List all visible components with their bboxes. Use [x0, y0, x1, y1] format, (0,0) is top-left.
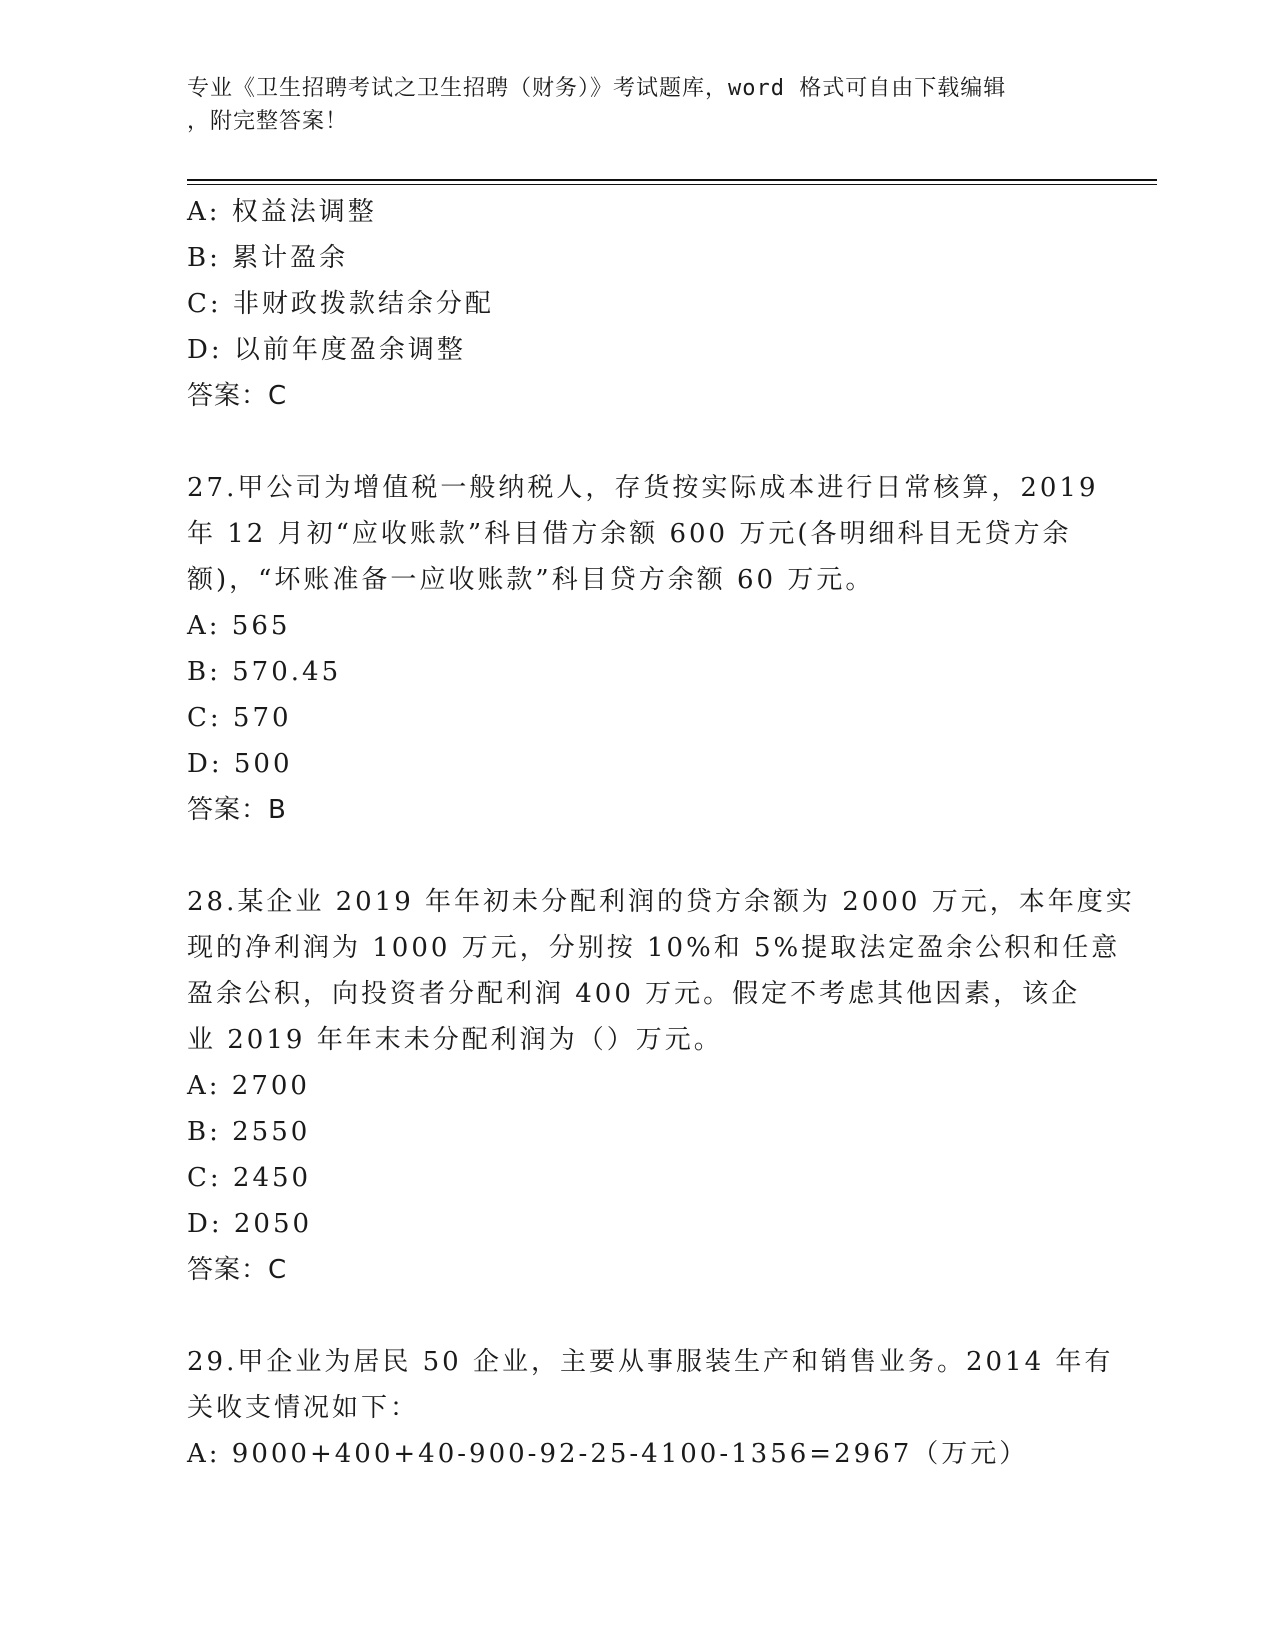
question-28-block — [187, 879, 1135, 1293]
option-a: A: 2700 — [187, 1071, 310, 1101]
question-stem-line: 业 2019 年年末未分配利润为（）万元。 — [187, 1025, 723, 1055]
option-c: C: 570 — [187, 703, 292, 733]
option-b: B: 570.45 — [187, 657, 342, 687]
answer-line: 答案：C — [187, 381, 288, 411]
spacer — [187, 833, 1087, 879]
question-26-block — [187, 189, 1087, 419]
option-d: D: 以前年度盈余调整 — [187, 335, 466, 365]
header-line-2: ，附完整答案！ — [187, 109, 349, 134]
option-a: A: 权益法调整 — [187, 197, 377, 227]
question-content — [187, 189, 1135, 1477]
option-c: C: 非财政拨款结余分配 — [187, 289, 494, 319]
question-stem-line: 现的净利润为 1000 万元，分别按 10%和 5%提取法定盈余公积和任意 — [187, 933, 1121, 963]
document-header — [187, 72, 1087, 138]
question-stem-line: 盈余公积，向投资者分配利润 400 万元。假定不考虑其他因素，该企 — [187, 979, 1081, 1009]
option-b: B: 累计盈余 — [187, 243, 349, 273]
answer-line: 答案：B — [187, 795, 287, 825]
option-a: A: 9000+400+40-900-92-25-4100-1356=2967（万元） — [187, 1439, 1029, 1469]
spacer — [187, 419, 1087, 465]
question-29-block — [187, 1339, 1114, 1477]
option-d: D: 500 — [187, 749, 293, 779]
option-d: D: 2050 — [187, 1209, 313, 1239]
question-stem-line: 额)，“坏账准备一应收账款”科目贷方余额 60 万元。 — [187, 565, 875, 595]
option-b: B: 2550 — [187, 1117, 311, 1147]
question-stem-line: 年 12 月初“应收账款”科目借方余额 600 万元(各明细科目无贷方余 — [187, 519, 1072, 549]
question-stem-line: 28.某企业 2019 年年初未分配利润的贷方余额为 2000 万元，本年度实 — [187, 887, 1135, 917]
question-stem-line: 29.甲企业为居民 50 企业，主要从事服装生产和销售业务。2014 年有 — [187, 1347, 1114, 1377]
header-line-1: 专业《卫生招聘考试之卫生招聘（财务）》考试题库，word 格式可自由下载编辑 — [187, 76, 1007, 101]
question-27-block — [187, 465, 1099, 833]
spacer — [187, 1293, 1087, 1339]
header-divider-thick — [187, 179, 1157, 181]
question-stem-line: 27.甲公司为增值税一般纳税人，存货按实际成本进行日常核算，2019 — [187, 473, 1099, 503]
header-divider-thin — [187, 184, 1157, 185]
option-a: A: 565 — [187, 611, 291, 641]
option-c: C: 2450 — [187, 1163, 312, 1193]
question-stem-line: 关收支情况如下： — [187, 1393, 420, 1423]
answer-line: 答案：C — [187, 1255, 288, 1285]
